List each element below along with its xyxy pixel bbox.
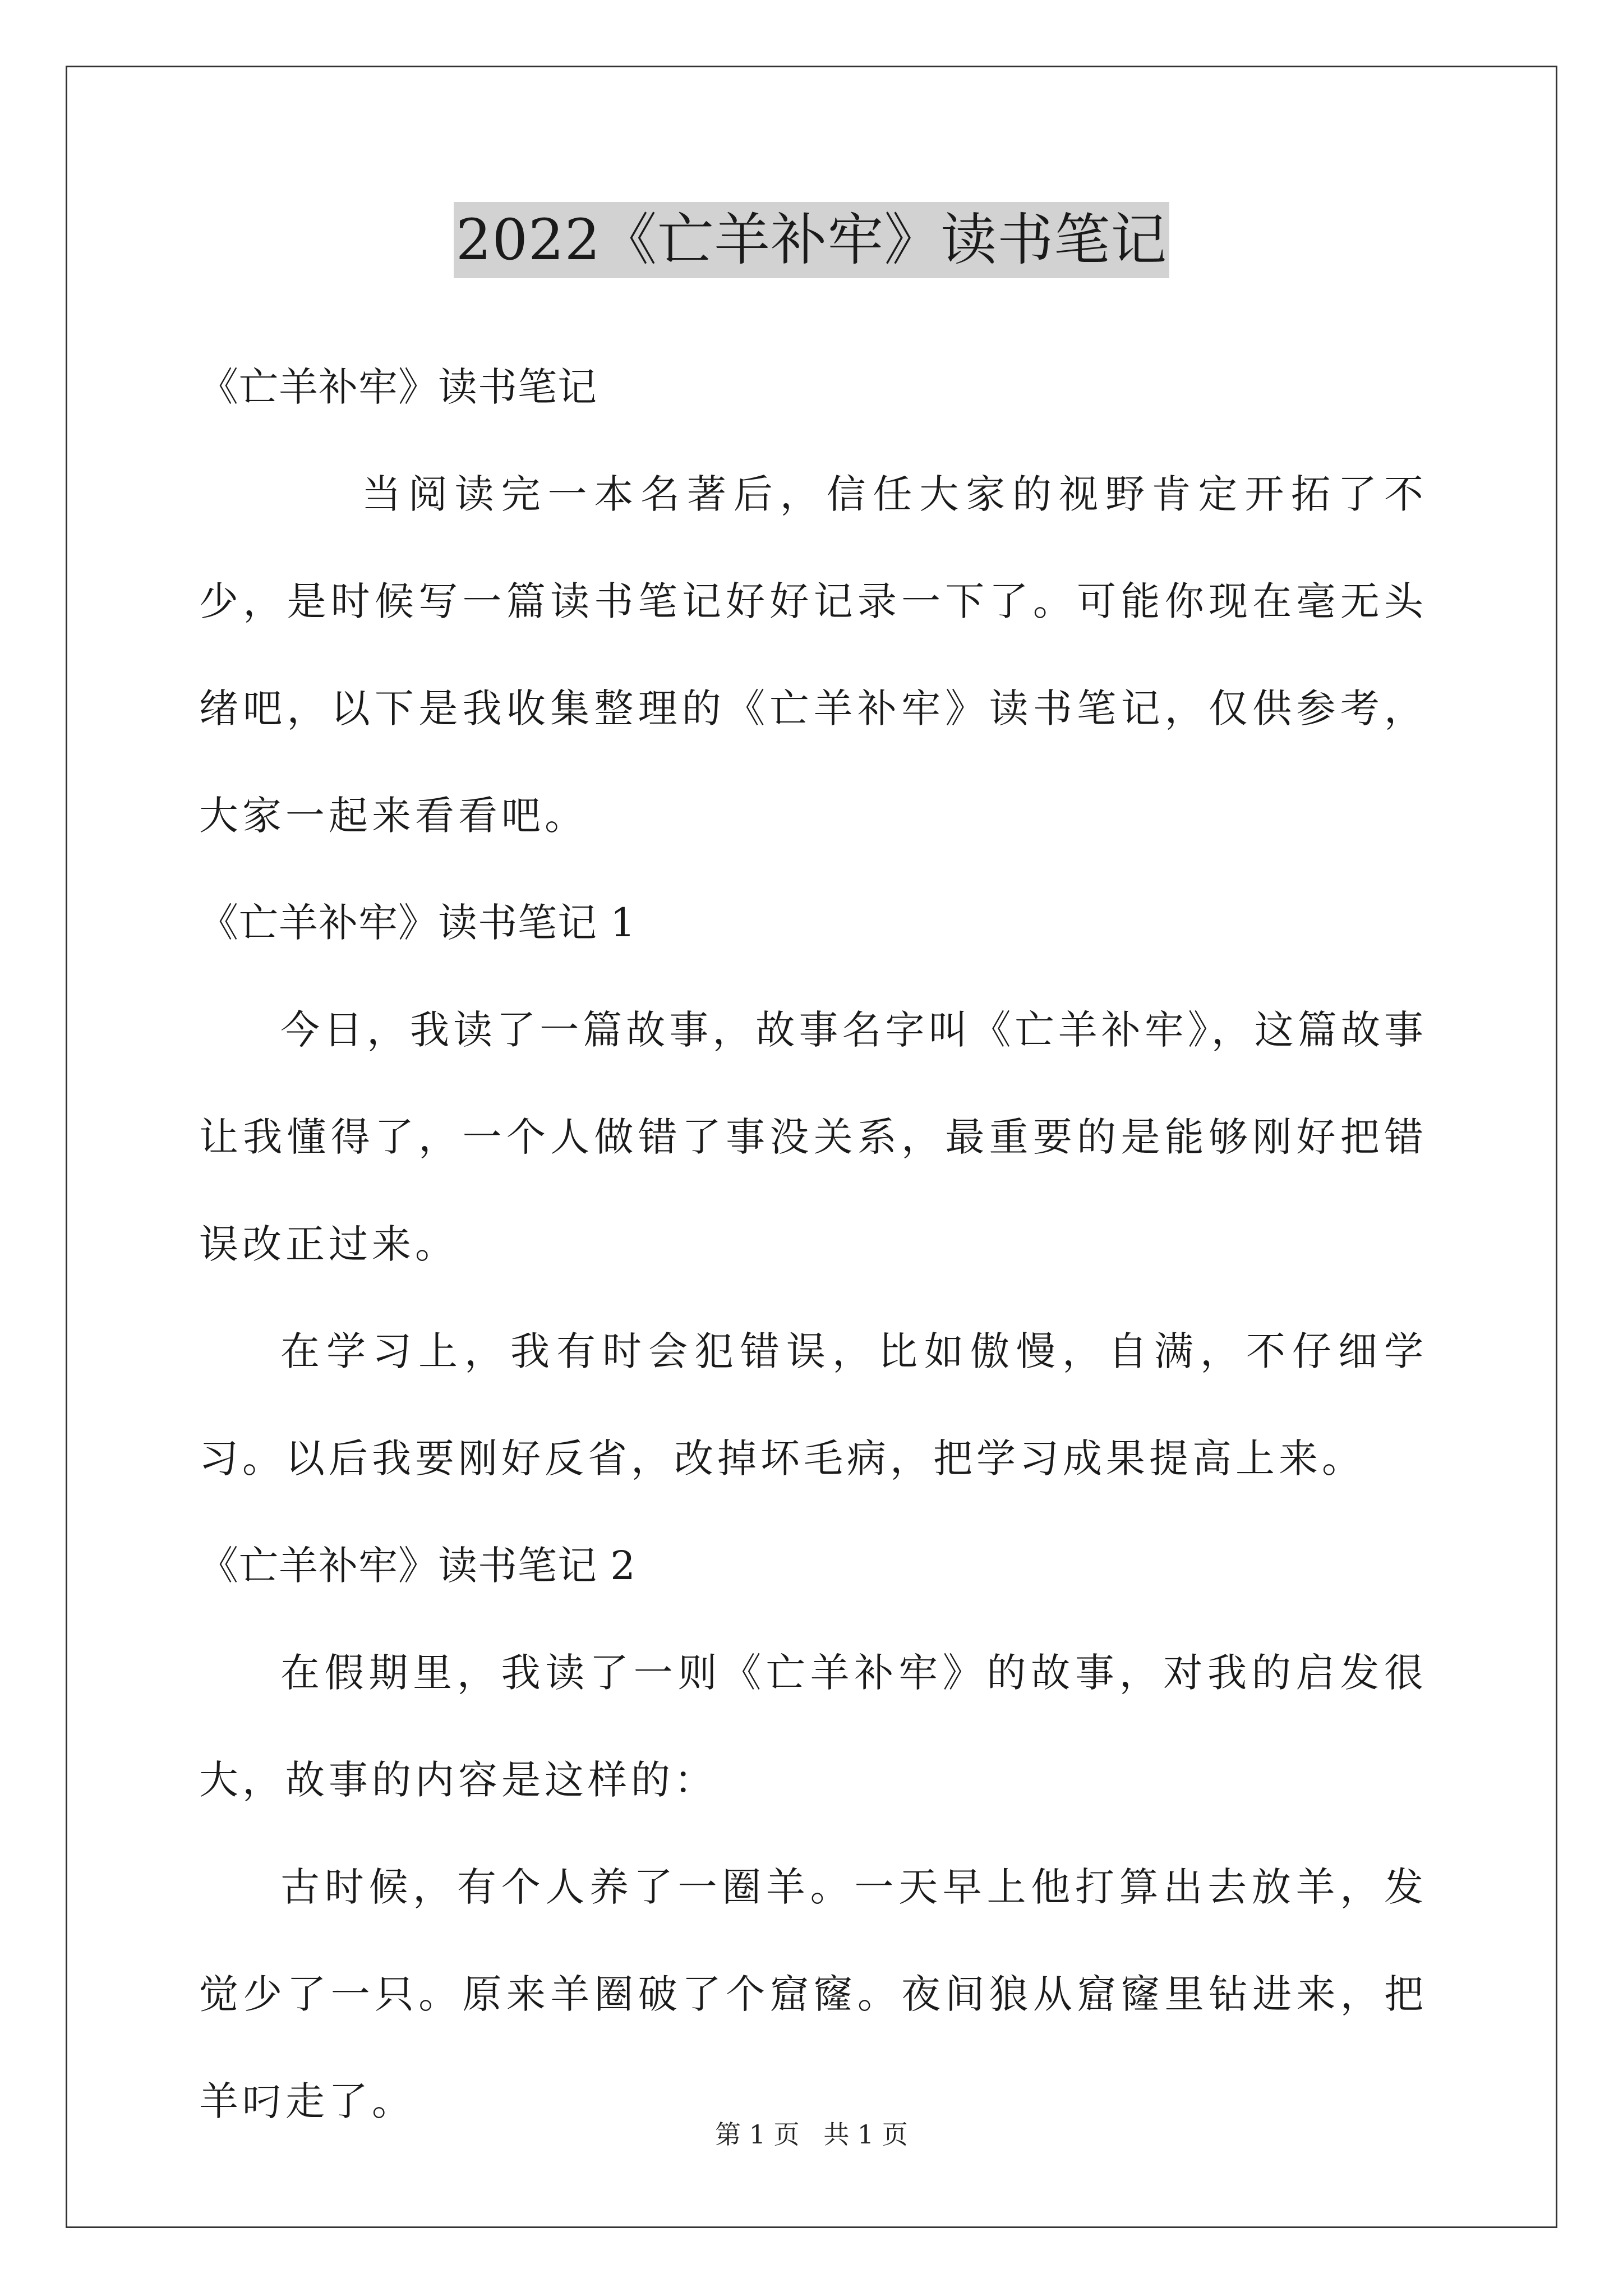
section-heading: 《亡羊补牢》读书笔记 2 [199, 1543, 636, 1589]
document-body [199, 334, 1427, 2155]
paragraph: 在学习上，我有时会犯错误，比如傲慢，自满，不仔细学习。以后我要刚好反省，改掉坏毛病，把学习成果提高上来。 [199, 1328, 1427, 1481]
title-container [0, 202, 1623, 278]
paragraph: 今日，我读了一篇故事，故事名字叫《亡羊补牢》，这篇故事让我懂得了，一个人做错了事没关系，最重要的是能够刚好把错误改正过来。 [199, 1007, 1427, 1267]
page-footer [0, 2118, 1623, 2151]
page-total: 共 1 页 [823, 2119, 908, 2150]
section-heading: 《亡羊补牢》读书笔记 [199, 364, 597, 410]
paragraph: 古时候，有个人养了一圈羊。一天早上他打算出去放羊，发觉少了一只。原来羊圈破了个窟窿。夜间狼从窟窿里钻进来，把羊叼走了。 [199, 1864, 1427, 2124]
page-number: 第 1 页 [715, 2119, 800, 2150]
paragraph: 在假期里，我读了一则《亡羊补牢》的故事，对我的启发很大，故事的内容是这样的： [199, 1650, 1427, 1803]
document-title: 2022《亡羊补牢》读书笔记 [454, 202, 1170, 278]
paragraph: 当阅读完一本名著后，信任大家的视野肯定开拓了不少，是时候写一篇读书笔记好好记录一下了。可能你现在毫无头绪吧，以下是我收集整理的《亡羊补牢》读书笔记，仅供参考，大家一起来看看吧。 [199, 471, 1427, 839]
section-heading: 《亡羊补牢》读书笔记 1 [199, 900, 636, 946]
